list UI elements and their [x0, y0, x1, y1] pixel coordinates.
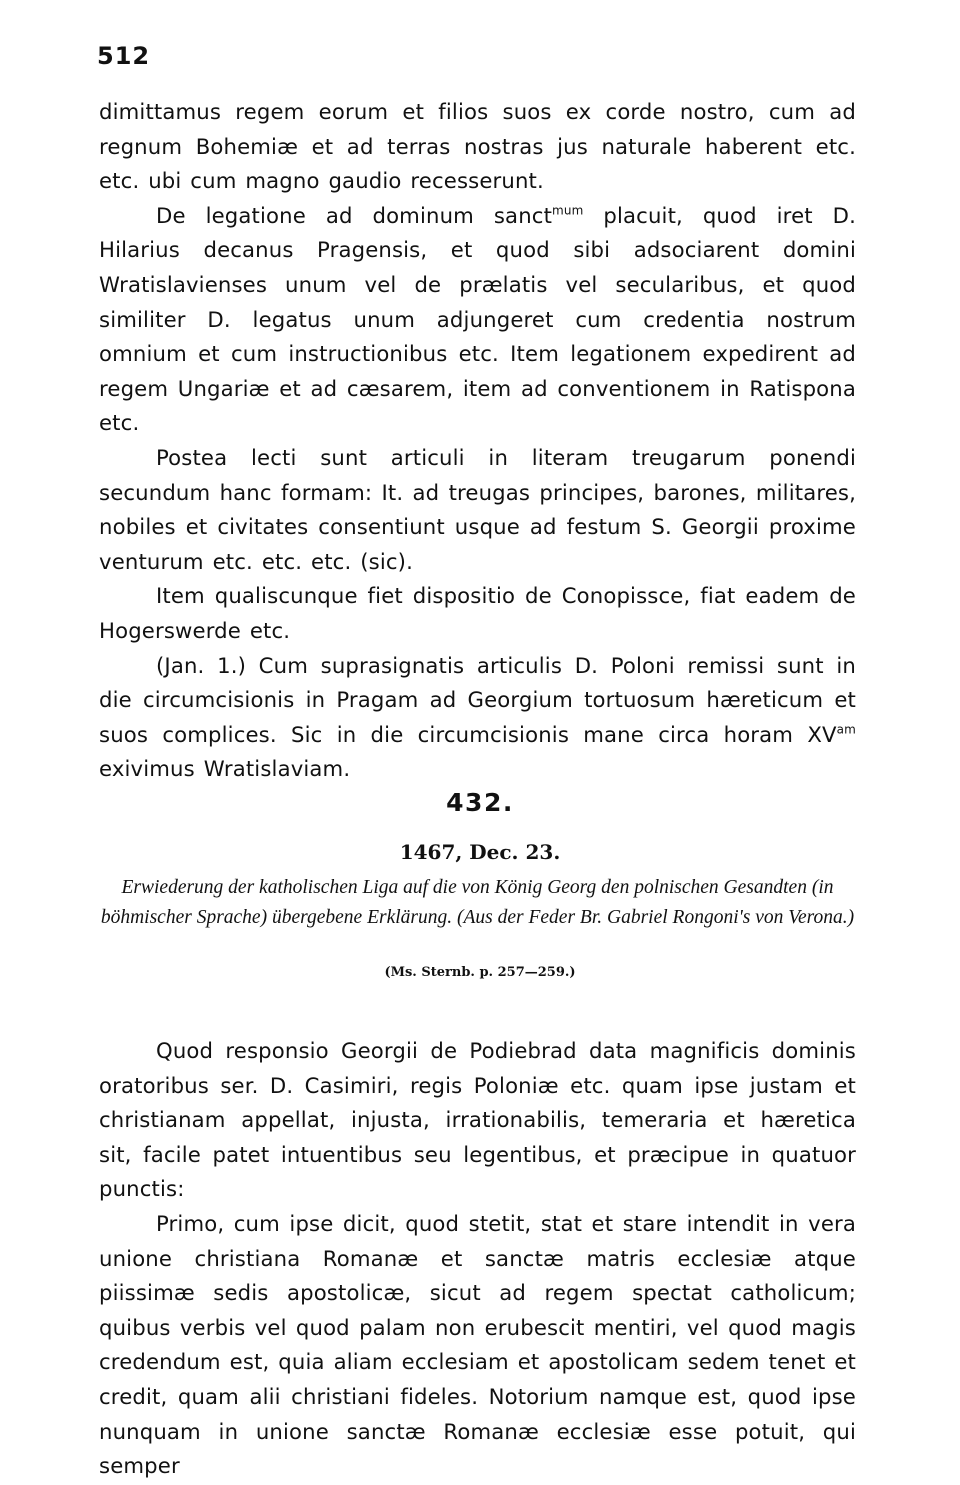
manuscript-source: (Ms. Sternb. p. 257—259.)	[384, 965, 576, 980]
paragraph-de-legatione	[99, 199, 856, 441]
superscript-am: am	[836, 722, 856, 737]
document-date: 1467, Dec. 23.	[399, 840, 561, 864]
paragraph-de-legatione-rest: placuit, quod iret D. Hilarius decanus Pragensis, et quod sibi adsociarent domini Wratislavienses unum vel de prælatis vel secularibus, et quod similiter D. legatus unum adjungeret cum credentia nostrum omnium et cum instructionibus etc. Item legationem expedirent ad regem Ungariæ et ad cæsarem, item ad conventionem in Ratispona etc.	[99, 202, 856, 436]
superscript-mum: mum	[552, 203, 584, 218]
paragraph-quod-responsio: Quod responsio Georgii de Podiebrad data magnificis dominis oratoribus ser. D. Casimiri, regis Poloniæ etc. quam ipse justam et christianam appellat, injusta, irrationabilis, temeraria et hæretica sit, facile patet intuentibus seu legentibus, et præcipue in quatuor punctis:	[99, 1038, 856, 1202]
paragraph-item-qualiscunque: Item qualiscunque fiet dispositio de Conopissce, fiat eadem de Hogerswerde etc.	[99, 583, 856, 643]
document-heading: Erwiederung der katholischen Liga auf die von König Georg den polnischen Gesandten (in böhmischer Sprache) übergebene Erklärung. (Aus der Feder Br. Gabriel Rongoni's von Verona.)	[100, 877, 855, 928]
paragraph-de-legatione-start: De legatione ad dominum sanct	[156, 202, 553, 228]
paragraph-dimittamus: dimittamus regem eorum et filios suos ex corde nostro, cum ad regnum Bohemiæ et ad terras nostras jus naturale haberent etc. etc. ubi cum magno gaudio recesserunt.	[99, 99, 856, 194]
paragraph-jan-1-start: (Jan. 1.) Cum suprasignatis articulis D. Poloni remissi sunt in die circumcisionis in Pragam ad Georgium tortuosum hæreticum et suos complices. Sic in die circumcisionis mane circa horam XV	[99, 652, 856, 747]
upper-text-block	[99, 95, 856, 787]
paragraph-postea: Postea lecti sunt articuli in literam treugarum ponendi secundum hanc formam: It. ad treugas principes, barones, militares, nobiles et civitates consentiunt usque ad festum S. Georgii proxime venturum etc. etc. etc. (sic).	[99, 444, 856, 574]
lower-text-block	[99, 1034, 856, 1484]
page-number: 512	[97, 42, 151, 70]
paragraph-jan-1-rest: exivimus Wratislaviam.	[99, 756, 351, 782]
paragraph-primo: Primo, cum ipse dicit, quod stetit, stat et stare intendit in vera unione christiana Romanæ et sanctæ matris ecclesiæ atque piissimæ sedis apostolicæ, sicut ad regem spectat catholicum; quibus verbis vel quod palam non erubescit mentiri, vel quod magis credendum est, quia aliam ecclesiam et apostolicam sedem tenet et credit, quam alii christiani fideles. Notorium namque est, quod ipse nunquam in unione sanctæ Romanæ ecclesiæ esse potuit, qui semper	[99, 1210, 856, 1479]
paragraph-jan-1	[99, 649, 856, 787]
document-number: 432.	[446, 788, 514, 817]
